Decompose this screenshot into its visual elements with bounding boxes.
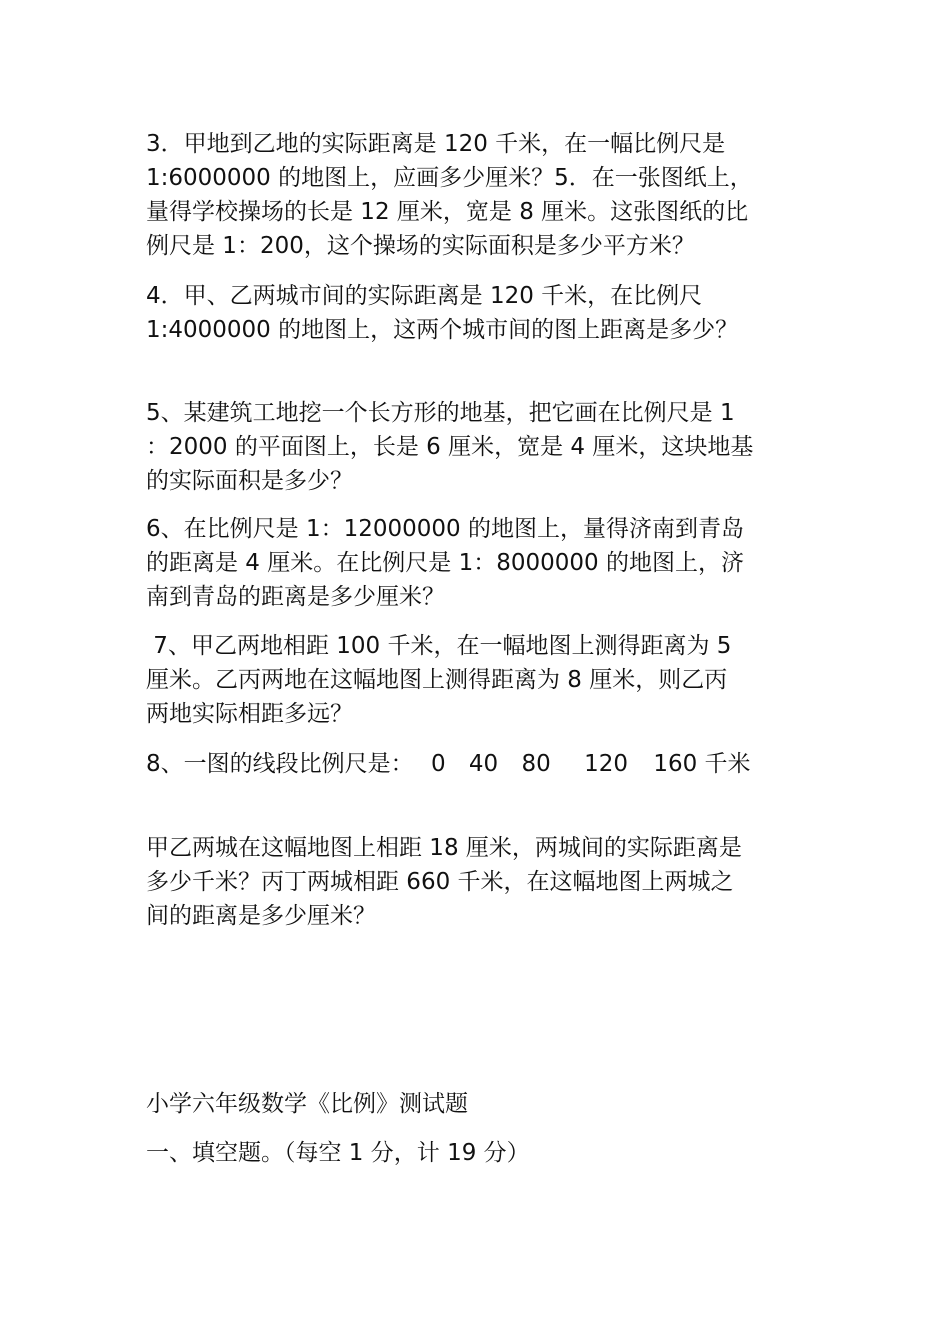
question-6-line: 的距离是 4 厘米。在比例尺是 1：8000000 的地图上，济 — [146, 550, 744, 576]
scale-tick: 0 — [430, 751, 446, 777]
scale-tick: 160 千米 — [653, 751, 751, 777]
question-7-line: 厘米。乙丙两地在这幅地图上测得距离为 8 厘米，则乙丙 — [146, 667, 728, 693]
question-8-line: 间的距离是多少厘米？ — [146, 903, 376, 929]
question-8-line: 甲乙两城在这幅地图上相距 18 厘米，两城间的实际距离是 — [146, 835, 742, 861]
question-8-line: 多少千米？丙丁两城相距 660 千米，在这幅地图上两城之 — [146, 869, 734, 895]
question-8-body — [146, 831, 816, 933]
question-3-line: 3．甲地到乙地的实际距离是 120 千米，在一幅比例尺是 — [146, 131, 726, 157]
scale-tick: 40 — [468, 751, 499, 777]
question-3-line: 1:6000000 的地图上，应画多少厘米？5．在一张图纸上， — [146, 165, 753, 191]
question-5 — [146, 396, 816, 498]
scale-tick: 80 — [521, 751, 551, 777]
scale-line-row — [146, 747, 816, 781]
question-5-line: ：2000 的平面图上，长是 6 厘米，宽是 4 厘米，这块地基 — [146, 434, 754, 460]
question-3 — [146, 127, 816, 263]
question-7 — [146, 629, 816, 731]
question-3-line: 例尺是 1：200，这个操场的实际面积是多少平方米？ — [146, 233, 695, 259]
question-4 — [146, 279, 816, 347]
question-7-line: 两地实际相距多远？ — [146, 701, 353, 727]
section-heading-text: 一、填空题。（每空 1 分，计 19 分） — [146, 1140, 530, 1166]
scale-prefix: 8、一图的线段比例尺是： — [146, 751, 414, 777]
question-6 — [146, 512, 816, 614]
question-4-line: 4．甲、乙两城市间的实际距离是 120 千米，在比例尺 — [146, 283, 703, 309]
test-title — [146, 1087, 816, 1121]
question-5-line: 的实际面积是多少？ — [146, 468, 353, 494]
question-3-line: 量得学校操场的长是 12 厘米，宽是 8 厘米。这张图纸的比 — [146, 199, 749, 225]
question-5-line: 5、某建筑工地挖一个长方形的地基，把它画在比例尺是 1 — [146, 400, 735, 426]
question-6-line: 6、在比例尺是 1：12000000 的地图上，量得济南到青岛 — [146, 516, 744, 542]
question-6-line: 南到青岛的距离是多少厘米？ — [146, 584, 445, 610]
section-heading — [146, 1136, 816, 1170]
question-8-scale — [146, 747, 816, 781]
question-7-line: 7、甲乙两地相距 100 千米，在一幅地图上测得距离为 5 — [146, 633, 732, 659]
test-title-text: 小学六年级数学《比例》测试题 — [146, 1091, 468, 1117]
scale-tick: 120 — [584, 751, 628, 777]
question-4-line: 1:4000000 的地图上，这两个城市间的图上距离是多少？ — [146, 317, 739, 343]
